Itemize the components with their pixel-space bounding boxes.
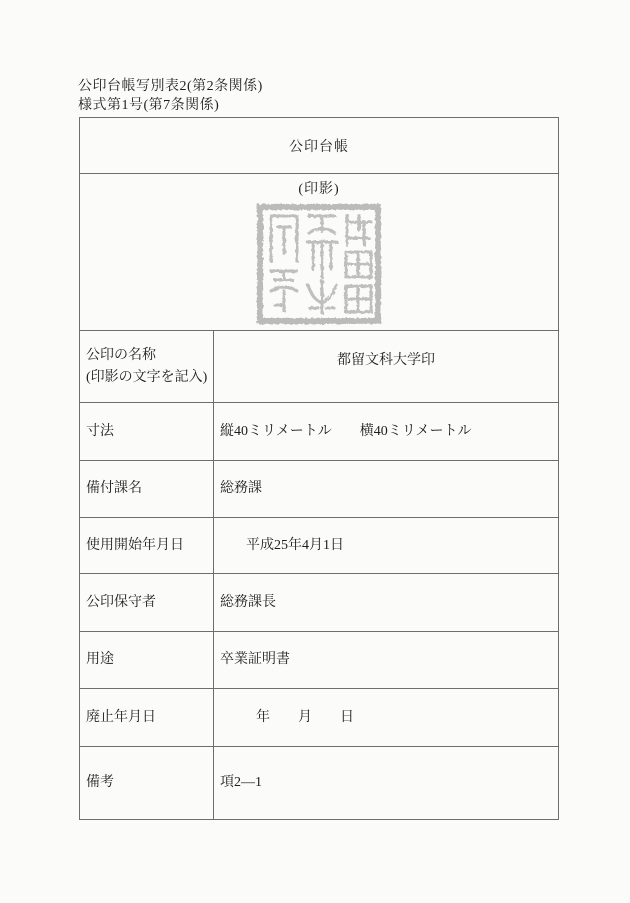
row-label: 廃止年月日 [86, 709, 156, 725]
row-seal-name [80, 331, 558, 403]
row-label: 寸法 [86, 423, 114, 439]
row-value: 都留文科大学印 [337, 353, 435, 368]
row-remarks-label-cell [80, 747, 214, 819]
row-seal-name-value-cell [214, 331, 558, 402]
row-custodian-section-value-cell [214, 461, 558, 517]
row-abolition-date-value-cell [214, 689, 558, 746]
row-dimensions-label-cell [80, 403, 214, 460]
document-reference-line: 公印台帳写別表2(第2条関係) [78, 79, 263, 94]
row-value: 総務課 [220, 481, 262, 496]
row-label: 使用開始年月日 [86, 537, 184, 553]
form-number-line: 様式第1号(第7条関係) [78, 98, 220, 113]
row-seal-name-label-cell [80, 331, 214, 402]
row-remarks [80, 747, 558, 819]
row-custodian-section [80, 461, 558, 518]
row-label: 公印保守者 [86, 594, 156, 610]
row-purpose [80, 632, 558, 689]
row-label-note: (印影の文字を記入) [86, 369, 208, 385]
row-label: 用途 [86, 652, 114, 667]
row-value: 卒業証明書 [220, 652, 290, 667]
row-start-date-label-cell [80, 518, 214, 573]
row-abolition-date-label-cell [80, 689, 214, 746]
row-seal-keeper-value-cell [214, 574, 558, 631]
row-abolition-date [80, 689, 558, 747]
row-value: 項2—1 [220, 775, 262, 790]
row-start-date [80, 518, 558, 574]
official-seal-image [254, 201, 384, 327]
row-purpose-label-cell [80, 632, 214, 688]
seal-impression-row [80, 174, 558, 331]
seal-stamp-graphic [254, 201, 384, 327]
dimension-width: 横40ミリメートル [359, 423, 472, 439]
row-value: 年 月 日 [256, 709, 354, 725]
table-title: 公印台帳 [289, 139, 349, 155]
table-title-row [80, 118, 558, 174]
row-custodian-section-label-cell [80, 461, 214, 517]
seal-register-table [79, 117, 559, 820]
row-purpose-value-cell [214, 632, 558, 688]
row-label: 備付課名 [86, 481, 142, 496]
row-value: 平成25年4月1日 [246, 537, 344, 553]
row-start-date-value-cell [214, 518, 558, 573]
row-dimensions-value-cell [214, 403, 558, 460]
row-label: 公印の名称 [86, 347, 156, 363]
dimension-height: 縦40ミリメートル [220, 423, 332, 439]
row-seal-keeper-label-cell [80, 574, 214, 631]
row-value: 総務課長 [220, 594, 276, 610]
row-label: 備考 [86, 775, 114, 790]
row-seal-keeper [80, 574, 558, 632]
row-dimensions [80, 403, 558, 461]
seal-impression-label: (印影) [298, 182, 340, 197]
row-remarks-value-cell [214, 747, 558, 819]
